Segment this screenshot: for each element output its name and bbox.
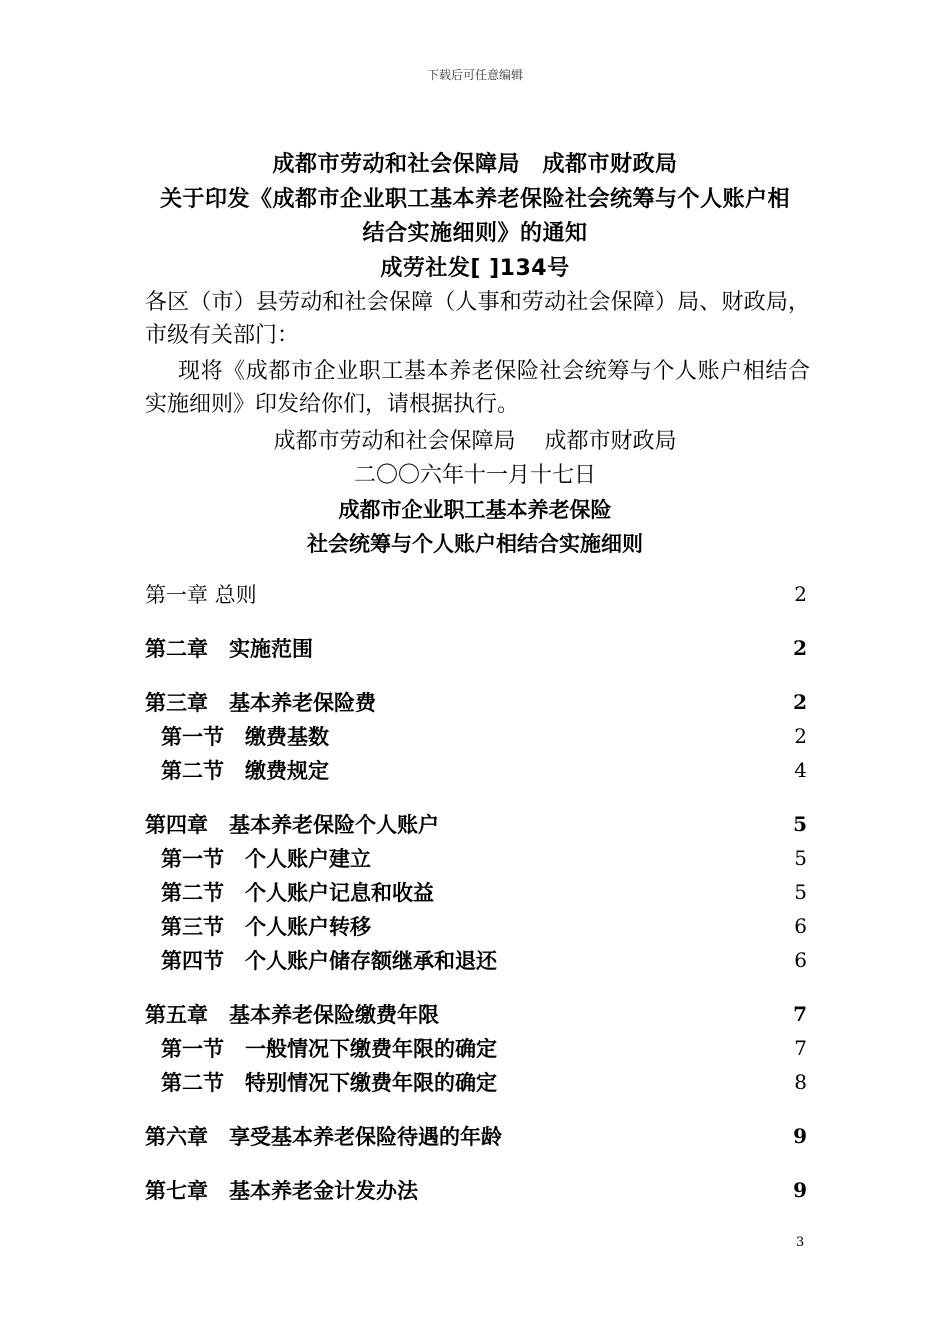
toc-entry[interactable]: [145, 999, 807, 1029]
toc-entry-label: 第一章 总则: [145, 583, 257, 607]
page-number: 3: [796, 1235, 805, 1250]
toc-entry-page: 4: [794, 758, 807, 782]
toc-entry-page: 9: [793, 1178, 807, 1202]
signature-issuers: 成都市劳动和社会保障局 成都市财政局: [273, 429, 677, 454]
toc-entry[interactable]: [145, 721, 807, 751]
toc-entry[interactable]: [145, 633, 807, 663]
toc-entry-page: 5: [794, 880, 807, 904]
toc-entry-label: 第四章 基本养老保险个人账户: [145, 813, 439, 837]
toc-entry-page: 5: [793, 812, 807, 836]
toc-entry[interactable]: [145, 1033, 807, 1063]
toc-entry-label: 第一节 一般情况下缴费年限的确定: [161, 1037, 497, 1061]
toc-entry[interactable]: [145, 877, 807, 907]
toc-entry-label: 第二节 特别情况下缴费年限的确定: [161, 1071, 497, 1095]
toc-entry-label: 第七章 基本养老金计发办法: [145, 1179, 418, 1203]
toc-entry-page: 6: [794, 914, 807, 938]
toc-entry-label: 第四节 个人账户储存额继承和退还: [161, 949, 497, 973]
toc-entry[interactable]: [145, 1067, 807, 1097]
toc-entry-page: 2: [793, 690, 807, 714]
toc-entry[interactable]: [145, 687, 807, 717]
toc-entry[interactable]: [145, 911, 807, 941]
rules-title-line-1: 成都市企业职工基本养老保险: [338, 498, 612, 522]
toc-entry-page: 5: [794, 846, 807, 870]
toc-entry-label: 第一节 缴费基数: [161, 725, 329, 749]
document-title-line-2: 关于印发《成都市企业职工基本养老保险社会统筹与个人账户相: [159, 187, 790, 212]
toc-entry[interactable]: [145, 1175, 807, 1205]
toc-entry-page: 6: [794, 948, 807, 972]
document-number: 成劳社发[ ]134号: [380, 256, 570, 281]
toc-entry-label: 第二节 缴费规定: [161, 759, 329, 783]
toc-entry-label: 第一节 个人账户建立: [161, 847, 371, 871]
signature-date: 二〇〇六年十一月十七日: [353, 463, 596, 488]
toc-entry[interactable]: [145, 579, 807, 609]
document-title-line-1: 成都市劳动和社会保障局 成都市财政局: [272, 152, 678, 177]
toc-entry-label: 第三章 基本养老保险费: [145, 691, 376, 715]
toc-entry-page: 8: [794, 1070, 807, 1094]
toc-entry-page: 9: [793, 1124, 807, 1148]
toc-entry-label: 第二章 实施范围: [145, 637, 313, 661]
content-paragraph: 现将《成都市企业职工基本养老保险社会统筹与个人账户相结合实施细则》印发给你们，请根据执行。: [145, 359, 810, 417]
toc-entry-page: 7: [793, 1002, 807, 1026]
toc-entry-label: 第五章 基本养老保险缴费年限: [145, 1003, 439, 1027]
toc-entry-label: 第三节 个人账户转移: [161, 915, 371, 939]
addressee-paragraph: 各区（市）县劳动和社会保障（人事和劳动社会保障）局、财政局，市级有关部门：: [145, 290, 810, 348]
toc-entry[interactable]: [145, 945, 807, 975]
toc-entry-page: 2: [794, 582, 807, 606]
toc-entry[interactable]: [145, 755, 807, 785]
toc-entry[interactable]: [145, 843, 807, 873]
toc-entry-label: 第六章 享受基本养老保险待遇的年龄: [145, 1125, 502, 1149]
document-title-line-3: 结合实施细则》的通知: [362, 221, 588, 246]
toc-entry-page: 7: [794, 1036, 807, 1060]
toc-entry-page: 2: [793, 636, 807, 660]
toc-entry[interactable]: [145, 1121, 807, 1151]
toc-entry-page: 2: [794, 724, 807, 748]
toc-entry[interactable]: [145, 809, 807, 839]
header-note: 下载后可任意编辑: [426, 68, 523, 82]
rules-title-line-2: 社会统筹与个人账户相结合实施细则: [307, 532, 643, 556]
toc-entry-label: 第二节 个人账户记息和收益: [161, 881, 434, 905]
